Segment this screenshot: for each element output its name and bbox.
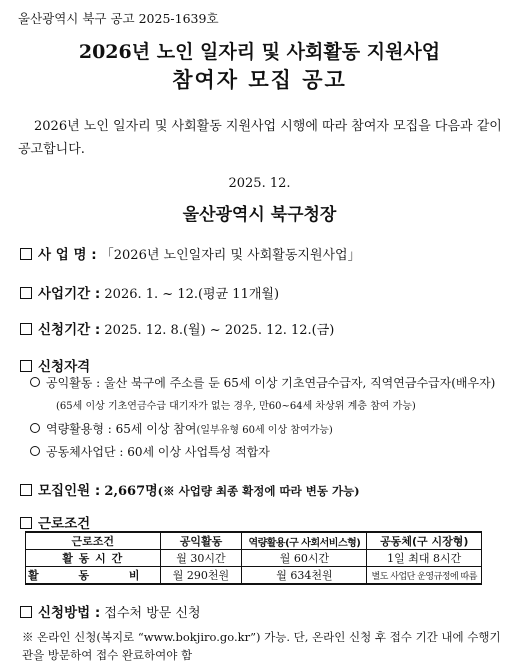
circle-bullet-icon bbox=[30, 423, 40, 433]
table-cell: 별도 사업단 운영규정에 따름 bbox=[367, 567, 482, 585]
eligibility-text: 공동체사업단 : 60세 이상 사업특성 적합자 bbox=[46, 445, 270, 459]
section-apply-method bbox=[20, 601, 201, 621]
eligibility-subnote: (65세 이상 기초연금수급 대기자가 없는 경우, 만60~64세 차상위 계층 참여 가능) bbox=[56, 401, 416, 412]
table-row bbox=[26, 567, 482, 585]
intro-paragraph: 2026년 노인 일자리 및 사회활동 지원사업 시행에 따라 참여자 모집을 다음과 같이 공고합니다. bbox=[18, 119, 502, 157]
section-conditions bbox=[20, 512, 90, 532]
conditions-table bbox=[25, 531, 482, 585]
section-label: 신청방법 : bbox=[38, 605, 101, 621]
section-project-period bbox=[20, 282, 279, 302]
circle-bullet-icon bbox=[30, 377, 40, 387]
table-header: 공익활동 bbox=[160, 532, 242, 550]
eligibility-item bbox=[30, 374, 495, 391]
checkbox-square-icon bbox=[20, 484, 32, 496]
table-row-header: 활 동 시 간 bbox=[26, 550, 161, 567]
table-header-row bbox=[26, 532, 482, 550]
checkbox-square-icon bbox=[20, 517, 32, 529]
section-recruit bbox=[20, 479, 360, 499]
section-label: 신청자격 bbox=[38, 359, 91, 375]
section-value: 접수처 방문 신청 bbox=[104, 606, 201, 621]
section-value: 「2026년 노인일자리 및 사회활동지원사업」 bbox=[100, 248, 361, 263]
checkbox-square-icon bbox=[20, 606, 32, 618]
section-label: 사 업 명 : bbox=[38, 247, 97, 263]
section-label: 사업기간 : bbox=[38, 286, 101, 302]
table-cell: 월 60시간 bbox=[242, 550, 367, 567]
table-cell: 월 634천원 bbox=[242, 567, 367, 585]
section-value: 2025. 12. 8.(월) ~ 2025. 12. 12.(금) bbox=[104, 323, 335, 338]
table-header: 근로조건 bbox=[26, 532, 161, 550]
section-label: 근로조건 bbox=[38, 516, 91, 532]
eligibility-text: 공익활동 : 울산 북구에 주소를 둔 65세 이상 기초연금수급자, 직역연금수급자(배우자) bbox=[46, 376, 496, 390]
table-cell: 월 290천원 bbox=[160, 567, 242, 585]
checkbox-square-icon bbox=[20, 248, 32, 260]
table-header: 공동체(구 시장형) bbox=[367, 532, 482, 550]
table-cell: 1일 최대 8시간 bbox=[367, 550, 482, 567]
recruit-count: 2,667명 bbox=[104, 484, 158, 499]
table-cell: 월 30시간 bbox=[160, 550, 242, 567]
notice-number: 울산광역시 북구 공고 2025-1639호 bbox=[18, 11, 219, 26]
section-project-name bbox=[20, 243, 361, 263]
section-value: 2026. 1. ~ 12.(평균 11개월) bbox=[104, 287, 280, 302]
recruit-note: (※ 사업량 최종 확정에 따라 변동 가능) bbox=[157, 484, 360, 498]
checkbox-square-icon bbox=[20, 287, 32, 299]
title-line1: 2026년 노인 일자리 및 사회활동 지원사업 bbox=[78, 41, 441, 63]
section-apply-period bbox=[20, 318, 334, 338]
issuer: 울산광역시 북구청장 bbox=[182, 205, 337, 225]
eligibility-item bbox=[30, 420, 333, 437]
eligibility-item bbox=[30, 443, 270, 460]
section-eligibility bbox=[20, 355, 90, 375]
section-label: 신청기간 : bbox=[38, 322, 101, 338]
checkbox-square-icon bbox=[20, 323, 32, 335]
title-line2: 참여자 모집 공고 bbox=[172, 67, 347, 92]
table-header: 역량활용(구 사회서비스형) bbox=[242, 532, 367, 550]
table-row bbox=[26, 550, 482, 567]
announcement-date: 2025. 12. bbox=[228, 176, 291, 191]
circle-bullet-icon bbox=[30, 446, 40, 456]
footnote: ※ 온라인 신청(복지로 “www.bokjiro.go.kr”) 가능. 단, 온라인 신청 후 접수 기간 내에 수행기관을 방문하여 접수 완료하여야 함 bbox=[22, 630, 501, 662]
eligibility-note: (일부유형 60세 이상 참여가능) bbox=[196, 425, 333, 436]
checkbox-square-icon bbox=[20, 360, 32, 372]
section-label: 모집인원 : bbox=[38, 483, 101, 499]
eligibility-text: 역량활용형 : 65세 이상 참여 bbox=[46, 422, 197, 436]
table-row-header: 활 동 비 bbox=[26, 567, 161, 585]
